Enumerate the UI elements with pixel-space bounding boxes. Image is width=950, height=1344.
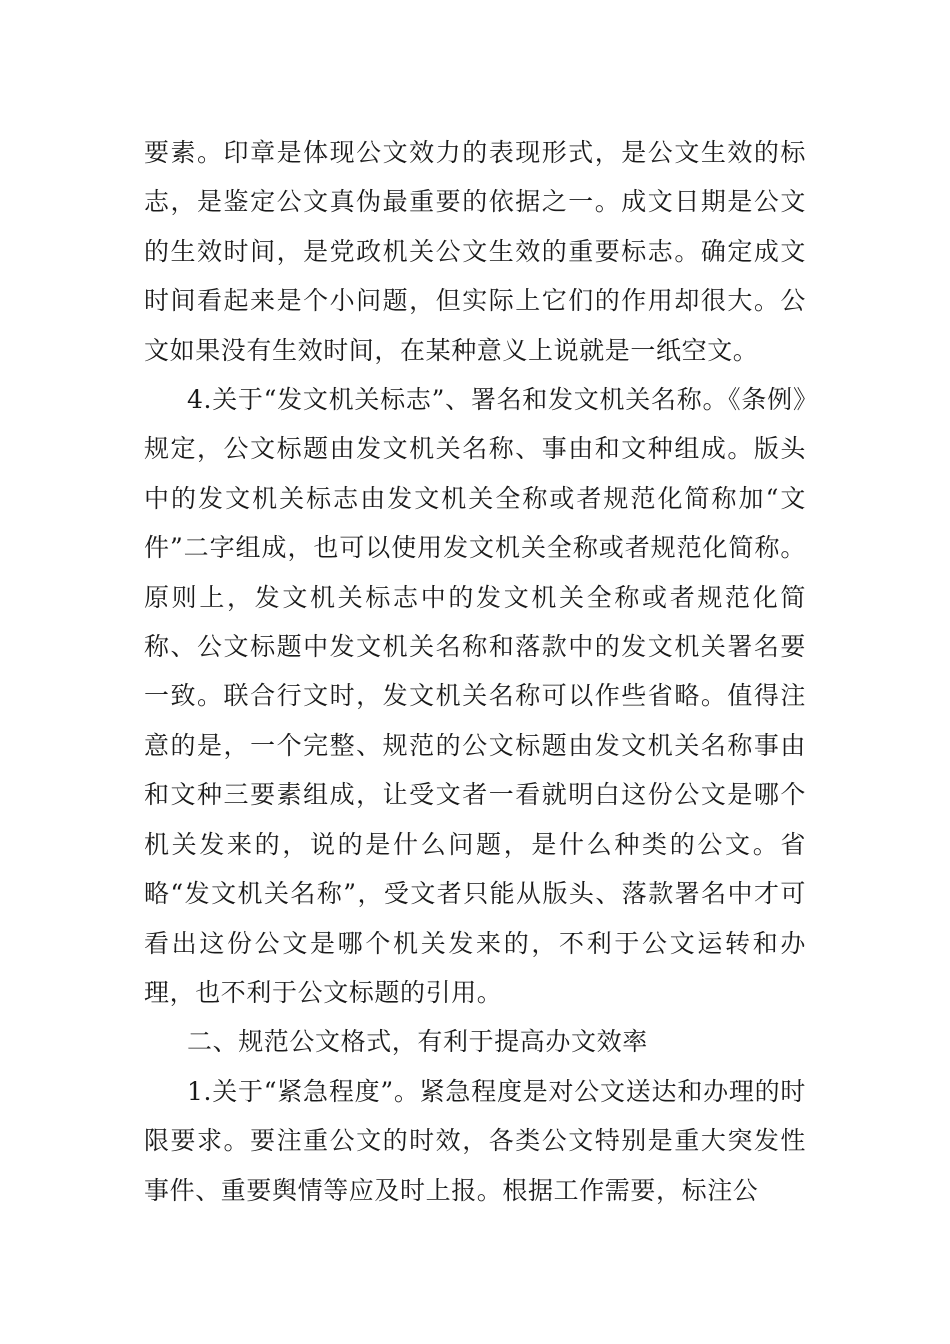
document-body [144, 128, 806, 1215]
paragraph-item-4: 4.关于“发文机关标志”、署名和发文机关名称。《条例》规定，公文标题由发文机关名称、事由和文种组成。版头中的发文机关标志由发文机关全称或者规范化简称加“文件”二字组成，也可以使用发文机关全称或者规范化简称。原则上，发文机关标志中的发文机关全称或者规范化简称、公文标题中发文机关名称和落款中的发文机关署名要一致。联合行文时，发文机关名称可以作些省略。值得注意的是，一个完整、规范的公文标题由发文机关名称事由和文种三要素组成，让受文者一看就明白这份公文是哪个机关发来的，说的是什么问题，是什么种类的公文。省略“发文机关名称”，受文者只能从版头、落款署名中才可看出这份公文是哪个机关发来的，不利于公文运转和办理，也不利于公文标题的引用。 [144, 385, 806, 1007]
section-heading: 二、规范公文格式，有利于提高办文效率 [187, 1027, 648, 1057]
paragraph-continuation: 要素。印章是体现公文效力的表现形式，是公文生效的标志，是鉴定公文真伪最重要的依据之一。成文日期是公文的生效时间，是党政机关公文生效的重要标志。确定成文时间看起来是个小问题，但实际上它们的作用却很大。公文如果没有生效时间，在某种意义上说就是一纸空文。 [144, 138, 806, 365]
paragraph-item-1: 1.关于“紧急程度”。紧急程度是对公文送达和办理的时限要求。要注重公文的时效，各类公文特别是重大突发性事件、重要舆情等应及时上报。根据工作需要，标注公 [144, 1076, 806, 1205]
